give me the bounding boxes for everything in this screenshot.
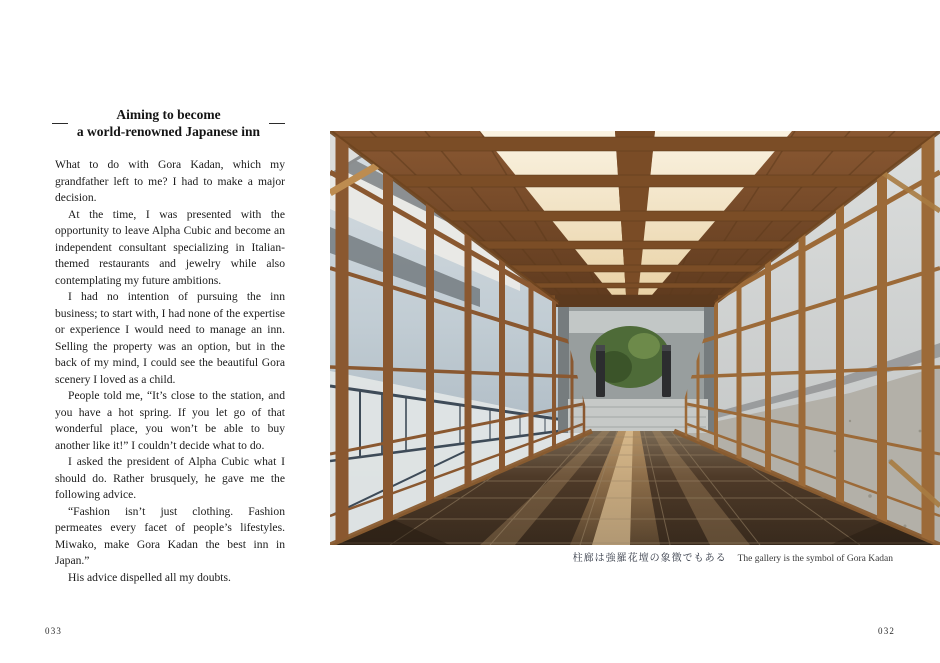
heading-text	[68, 107, 269, 140]
heading-line-2: a world-renowned Japanese inn	[76, 123, 261, 139]
body-paragraph: I asked the president of Alpha Cubic what I should do. Rather brusquely, he gave me the following advice.	[55, 455, 285, 501]
heading-rule-right	[269, 123, 285, 124]
photo-caption	[393, 549, 893, 564]
body-paragraph: People told me, “It’s close to the station, and you have a hot spring. If you let go of that wonderful place, you won’t be able to buy another like it!” I couldn’t decide what to do.	[55, 389, 285, 452]
gallery-photo	[330, 131, 940, 545]
body-paragraph: What to do with Gora Kadan, which my grandfather left to me? I had to make a major decision.	[55, 158, 285, 204]
page-number-right: 032	[878, 626, 896, 636]
body-paragraph: At the time, I was presented with the opportunity to leave Alpha Cubic and become an independent consultant specializing in Italian-themed restaurants and jewelry while also contemplating my future ambitions.	[55, 207, 285, 287]
heading-line-1: Aiming to become	[116, 107, 221, 122]
heading-rule-left	[52, 123, 68, 124]
body-paragraph: His advice dispelled all my doubts.	[68, 570, 231, 584]
body-text	[55, 157, 285, 586]
body-paragraph: I had no intention of pursuing the inn business; to start with, I had none of the expertise or experience I would need to manage an inn. Selling the property was an option, but in the back of my mind, I could see the beautiful Gora scenery I loved as a child.	[55, 290, 285, 386]
photo-caption-jp: 柱廊は強羅花壇の象徴でもある	[572, 553, 727, 564]
section-heading	[52, 107, 285, 140]
body-paragraph: “Fashion isn’t just clothing. Fashion permeates every facet of people’s lifestyles. Miwako, make Gora Kadan the best inn in Japan.”	[55, 504, 285, 567]
page-number-left: 033	[45, 626, 63, 636]
photo-caption-en: The gallery is the symbol of Gora Kadan	[737, 554, 893, 564]
